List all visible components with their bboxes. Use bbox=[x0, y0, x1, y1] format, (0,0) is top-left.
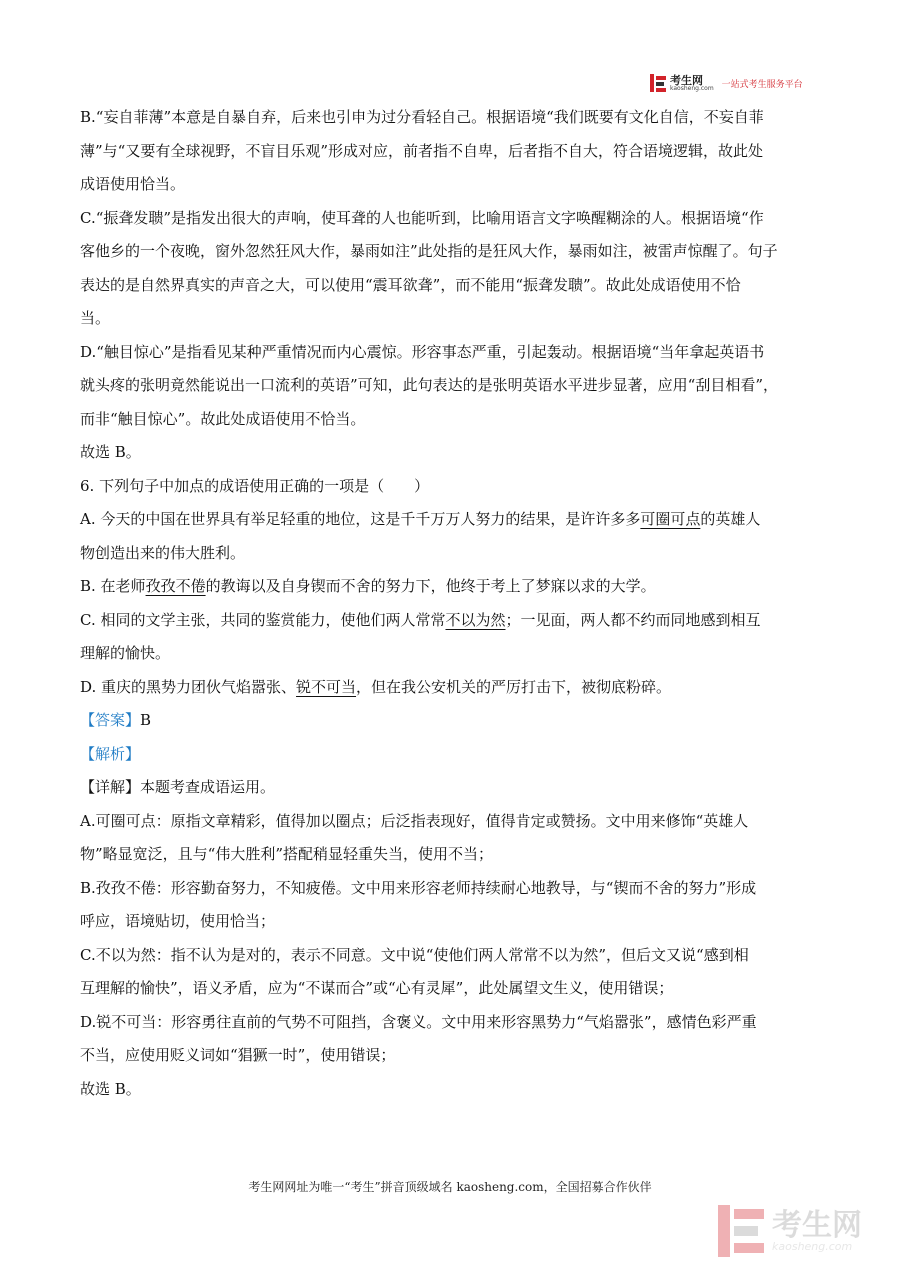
analysis-a-line: 物”略显宽泛，且与“伟大胜利”搭配稍显轻重失当，使用不当； bbox=[80, 845, 494, 863]
option-a-text: A. 今天的中国在世界具有举足轻重的地位，这是千千万万人努力的结果，是许许多多 bbox=[80, 510, 641, 528]
analysis-b-line: 呼应，语境贴切，使用恰当； bbox=[80, 912, 276, 930]
analysis-a-line: A.可圈可点：原指文章精彩，值得加以圈点；后泛指表现好，值得肯定或赞扬。文中用来修饰“英雄人 bbox=[80, 811, 749, 830]
option-a bbox=[80, 503, 830, 537]
text-line: B.“妄自菲薄”本意是自暴自弃，后来也引申为过分看轻自己。根据语境“我们既要有文化自信，不妄自菲 bbox=[80, 108, 764, 126]
option-c bbox=[80, 604, 830, 638]
option-a-idiom: 可圈可点 bbox=[640, 510, 701, 528]
option-b bbox=[80, 570, 830, 604]
option-c-text-tail: ；一见面，两人都不约而同地感到相互 bbox=[505, 610, 761, 629]
watermark bbox=[718, 1200, 888, 1262]
answer-value: B bbox=[140, 711, 152, 729]
option-d bbox=[80, 671, 830, 705]
analysis-b-line: B.孜孜不倦：形容勤奋努力，不知疲倦。文中用来形容老师持续耐心地教导，与“锲而不舍的努力”形成 bbox=[80, 878, 757, 897]
option-c-line2: 理解的愉快。 bbox=[80, 644, 171, 662]
text-line: D.“触目惊心”是指看见某种严重情况而内心震惊。形容事态严重，引起轰动。根据语境“当年拿起英语书 bbox=[80, 342, 765, 361]
watermark-logo-icon bbox=[718, 1205, 766, 1257]
question-stem: 6. 下列句子中加点的成语使用正确的一项是（ ） bbox=[80, 476, 430, 495]
analysis-tag: 【解析】 bbox=[80, 744, 141, 763]
analysis-d-line: 不当，应使用贬义词如“猖獗一时”，使用错误； bbox=[80, 1046, 396, 1064]
option-d-text-tail: ，但在我公安机关的严厉打击下，被彻底粉碎。 bbox=[356, 677, 672, 696]
option-a-text-tail: 的英雄人 bbox=[700, 510, 761, 528]
text-line: 薄”与“又要有全球视野，不盲目乐观”形成对应，前者指不自卑，后者指不自大，符合语境逻辑，故此处 bbox=[80, 141, 764, 160]
option-b-text: B. 在老师 bbox=[80, 577, 146, 595]
option-d-text: D. 重庆的黑势力团伙气焰嚣张、 bbox=[80, 677, 297, 696]
document-body bbox=[80, 101, 830, 1106]
logo-name: 考生网 bbox=[670, 73, 703, 87]
option-c-text: C. 相同的文学主张，共同的鉴赏能力，使他们两人常常 bbox=[80, 610, 446, 629]
logo-domain: kaosheng.com bbox=[670, 84, 714, 92]
answer-line bbox=[80, 704, 830, 738]
text-line: 就头疼的张明竟然能说出一口流利的英语”可知，此句表达的是张明英语水平进步显著，应用“刮目相看”， bbox=[80, 376, 779, 394]
analysis-d-line: D.锐不可当：形容勇往直前的气势不可阻挡，含褒义。文中用来形容黑势力“气焰嚣张”，感情色彩严重 bbox=[80, 1012, 757, 1031]
option-d-idiom: 锐不可当 bbox=[296, 677, 357, 696]
text-line: 当。 bbox=[80, 309, 111, 327]
detail-text: 本题考查成语运用。 bbox=[140, 778, 276, 796]
conclusion: 故选 B。 bbox=[80, 1079, 141, 1098]
option-b-text-tail: 的教诲以及自身锲而不舍的努力下，他终于考上了梦寐以求的大学。 bbox=[205, 577, 656, 595]
analysis-c-line: C.不以为然：指不认为是对的，表示不同意。文中说“使他们两人常常不以为然”，但后文又说“感到相 bbox=[80, 945, 749, 964]
option-c-idiom: 不以为然 bbox=[445, 610, 506, 629]
header-logo bbox=[650, 73, 803, 93]
text-line: C.“振聋发聩”是指发出很大的声响，使耳聋的人也能听到，比喻用语言文字唤醒糊涂的人。根据语境“作 bbox=[80, 208, 764, 227]
page-footer: 考生网网址为唯一“考生”拼音顶级域名 kaosheng.com，全国招募合作伙伴 bbox=[248, 1180, 652, 1194]
watermark-name: 考生网 bbox=[772, 1207, 862, 1243]
option-a-line2: 物创造出来的伟大胜利。 bbox=[80, 543, 246, 562]
text-line: 而非“触目惊心”。故此处成语使用不恰当。 bbox=[80, 409, 366, 428]
logo-slogan: 一站式考生服务平台 bbox=[721, 79, 803, 90]
watermark-domain: kaosheng.com bbox=[772, 1239, 853, 1253]
text-line: 客他乡的一个夜晚，窗外忽然狂风大作，暴雨如注”此处指的是狂风大作，暴雨如注，被雷声惊醒了。句子 bbox=[80, 242, 778, 260]
text-line: 成语使用恰当。 bbox=[80, 175, 186, 193]
analysis-heading bbox=[80, 738, 830, 772]
analysis-c-line: 互理解的愉快”，语义矛盾，应为“不谋而合”或“心有灵犀”，此处属望文生义，使用错误； bbox=[80, 979, 674, 997]
conclusion: 故选 B。 bbox=[80, 443, 141, 461]
detail-line bbox=[80, 771, 830, 805]
option-b-idiom: 孜孜不倦 bbox=[145, 577, 206, 595]
answer-tag: 【答案】 bbox=[80, 711, 141, 729]
kaosheng-logo-icon bbox=[650, 74, 666, 92]
text-line: 表达的是自然界真实的声音之大，可以使用“震耳欲聋”，而不能用“振聋发聩”。故此处成语使用不恰 bbox=[80, 275, 741, 294]
detail-tag: 【详解】 bbox=[80, 778, 141, 796]
